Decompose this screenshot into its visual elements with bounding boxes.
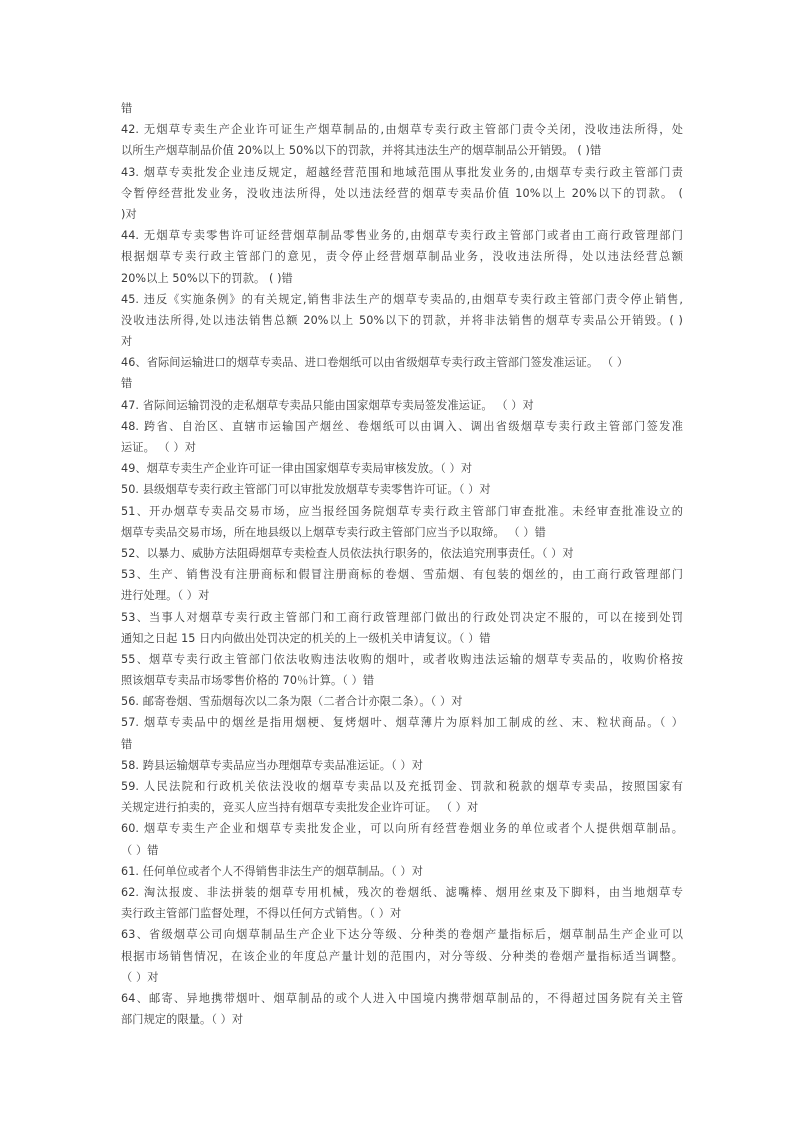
text-line: 42. 无烟草专卖生产企业许可证生产烟草制品的,由烟草专卖行政主管部门责令关闭，没收违法所得，处 bbox=[121, 123, 683, 137]
text-line: 照该烟草专卖品市场零售价格的 70％计算。（ ）错 bbox=[121, 674, 375, 688]
text-line: 进行处理。（ ）对 bbox=[121, 589, 210, 603]
text-line: 对 bbox=[121, 335, 133, 349]
text-line: 53、生产、销售没有注册商标和假冒注册商标的卷烟、雪茄烟、有包装的烟丝的，由工商行政管理部门 bbox=[121, 568, 683, 582]
text-line: 通知之日起 15 日内向做出处罚决定的机关的上一级机关申请复议。（ ）错 bbox=[121, 631, 491, 645]
text-line: 令暂停经营批发业务，没收违法所得，处以违法经营的烟草专卖品价值 10%以上 20%以下的罚款。 ( bbox=[121, 186, 683, 200]
text-line: 20%以上 50%以下的罚款。 ( )错 bbox=[121, 271, 293, 285]
text-line: 57. 烟草专卖品中的烟丝是指用烟梗、复烤烟叶、烟草薄片为原料加工制成的丝、末、粒状商品。（ ） bbox=[121, 716, 683, 730]
text-line: 错 bbox=[121, 737, 133, 751]
text-line: 49、烟草专卖生产企业许可证一律由国家烟草专卖局审核发放。（ ）对 bbox=[121, 462, 473, 476]
text-line: 48. 跨省、自治区、直辖市运输国产烟丝、卷烟纸可以由调入、调出省级烟草专卖行政主管部门签发准 bbox=[121, 419, 683, 433]
text-line: 运证。 （ ）对 bbox=[121, 441, 197, 454]
text-line: 63、省级烟草公司向烟草制品生产企业下达分等级、分种类的卷烟产量指标后，烟草制品生产企业可以 bbox=[121, 928, 683, 942]
document-page bbox=[121, 98, 683, 1030]
text-line: 烟草专卖品交易市场，所在地县级以上烟草专卖行政主管部门应当予以取缔。 （ ）错 bbox=[121, 525, 546, 539]
text-line: （ ）错 bbox=[121, 843, 159, 857]
text-line: 错 bbox=[121, 102, 133, 115]
text-line: 62. 淘汰报废、非法拼装的烟草专用机械，残次的卷烟纸、滤嘴棒、烟用丝束及下脚料，由当地烟草专 bbox=[121, 885, 683, 899]
text-line: 43. 烟草专卖批发企业违反规定，超越经营范围和地域范围从事批发业务的,由烟草专卖行政主管部门责 bbox=[121, 165, 683, 179]
text-line: 52、以暴力、威胁方法阻碍烟草专卖检查人员依法执行职务的，依法追究刑事责任。（ ）对 bbox=[121, 546, 574, 560]
text-line: 44. 无烟草专卖零售许可证经营烟草制品零售业务的,由烟草专卖行政主管部门或者由工商行政管理部门 bbox=[121, 229, 683, 243]
text-line: 45. 违反《实施条例》的有关规定,销售非法生产的烟草专卖品的,由烟草专卖行政主管部门责令停止销售, bbox=[121, 292, 683, 306]
text-line: 50. 县级烟草专卖行政主管部门可以审批发放烟草专卖零售许可证。（ ）对 bbox=[121, 483, 491, 497]
text-line: 46、省际间运输进口的烟草专卖品、进口卷烟纸可以由省级烟草专卖行政主管部门签发准运证。 （ ） bbox=[121, 356, 629, 370]
text-line: 51、开办烟草专卖品交易市场，应当报经国务院烟草专卖行政主管部门审查批准。未经审查批准设立的 bbox=[121, 504, 683, 518]
text-line: 47. 省际间运输罚没的走私烟草专卖品只能由国家烟草专卖局签发准运证。 （ ）对 bbox=[121, 398, 534, 412]
text-line: 关规定进行拍卖的，竞买人应当持有烟草专卖批发企业许可证。 （ ）对 bbox=[121, 801, 479, 815]
text-line: 没收违法所得,处以违法销售总额 20%以上 50%以下的罚款，并将非法销售的烟草专卖品公开销毁。( ) bbox=[121, 313, 683, 327]
text-line: 卖行政主管部门监督处理，不得以任何方式销售。（ ）对 bbox=[121, 907, 402, 921]
text-line: 59. 人民法院和行政机关依法没收的烟草专卖品以及充抵罚金、罚款和税款的烟草专卖品，按照国家有 bbox=[121, 780, 683, 793]
text-line: 部门规定的限量。（ ）对 bbox=[121, 1013, 244, 1027]
text-line: 60. 烟草专卖生产企业和烟草专卖批发企业，可以向所有经营卷烟业务的单位或者个人提供烟草制品。 bbox=[121, 822, 683, 836]
text-line: 56. 邮寄卷烟、雪茄烟每次以二条为限（二者合计亦限二条）。（ ）对 bbox=[121, 695, 463, 709]
text-line: 55、烟草专卖行政主管部门依法收购违法收购的烟叶，或者收购违法运输的烟草专卖品的，收购价格按 bbox=[121, 652, 683, 666]
text-line: 错 bbox=[121, 377, 133, 391]
text-line: 53、当事人对烟草专卖行政主管部门和工商行政管理部门做出的行政处罚决定不服的，可以在接到处罚 bbox=[121, 610, 683, 624]
text-line: 以所生产烟草制品价值 20%以上 50%以下的罚款，并将其违法生产的烟草制品公开销毁。 ( )错 bbox=[121, 144, 602, 158]
text-line: 根据市场销售情况，在该企业的年度总产量计划的范围内，对分等级、分种类的卷烟产量指标适当调整。 bbox=[121, 949, 683, 963]
text-line: )对 bbox=[121, 207, 137, 221]
text-line: 根据烟草专卖行政主管部门的意见，责令停止经营烟草制品业务，没收违法所得，处以违法经营总额 bbox=[121, 250, 683, 264]
text-line: （ ）对 bbox=[121, 970, 159, 984]
text-line: 61. 任何单位或者个人不得销售非法生产的烟草制品。（ ）对 bbox=[121, 864, 423, 878]
text-line: 64、邮寄、异地携带烟叶、烟草制品的或个人进入中国境内携带烟草制品的，不得超过国务院有关主管 bbox=[121, 991, 683, 1005]
text-line: 58. 跨县运输烟草专卖品应当办理烟草专卖品准运证。（ ）对 bbox=[121, 758, 423, 772]
